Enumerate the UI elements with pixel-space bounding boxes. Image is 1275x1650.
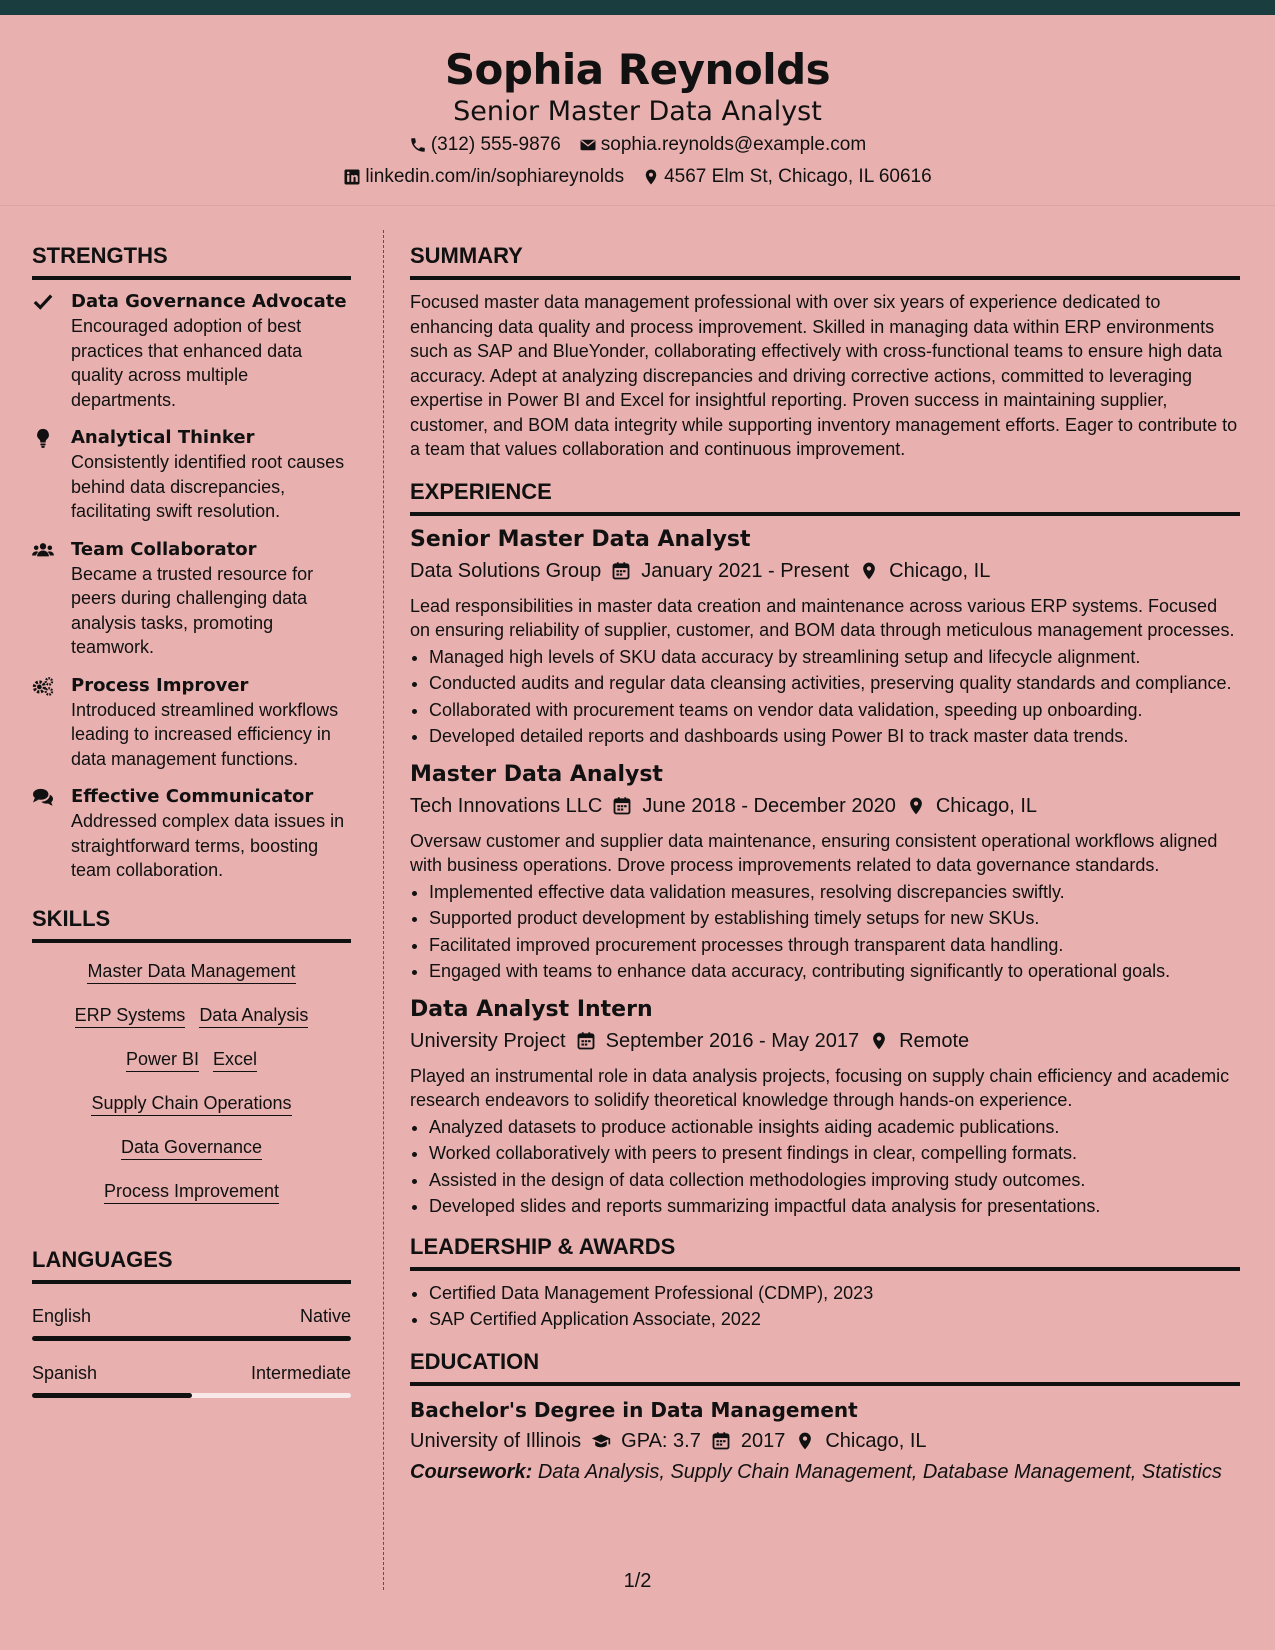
strength-item — [32, 426, 351, 524]
skill-row — [32, 959, 351, 984]
job-bullet: • Developed slides and reports summarizing impactful data analysis for presentations. — [429, 1194, 1240, 1219]
language-item — [32, 1361, 351, 1398]
language-bar — [32, 1393, 351, 1398]
phone-text: (312) 555-9876 — [430, 134, 561, 155]
strength-title: Data Governance Advocate — [71, 291, 347, 312]
skill-tag: Data Analysis — [199, 1003, 308, 1028]
map-marker-icon — [869, 1031, 889, 1051]
linkedin-icon — [343, 168, 361, 186]
skills-heading: SKILLS — [32, 905, 351, 943]
map-marker-icon — [859, 561, 879, 581]
language-bar-fill — [32, 1336, 351, 1341]
experience-list — [410, 526, 1240, 1219]
top-accent-bar — [0, 0, 1275, 15]
job-title: Senior Master Data Analyst — [410, 526, 751, 552]
coursework-label: Coursework: — [410, 1460, 533, 1483]
job-bullet: • Analyzed datasets to produce actionable insights aiding academic publications. — [429, 1115, 1240, 1140]
skill-tag: Power BI — [126, 1047, 199, 1072]
job-bullet: • Assisted in the design of data collection methodologies improving study outcomes. — [429, 1168, 1240, 1193]
job-location: Remote — [899, 1029, 970, 1052]
job-dates: September 2016 - May 2017 — [605, 1029, 860, 1052]
job-title: Master Data Analyst — [410, 761, 663, 787]
job-entry — [410, 526, 1240, 749]
strength-item — [32, 785, 351, 883]
envelope-icon — [579, 136, 597, 154]
calendar-icon — [611, 561, 631, 581]
users-icon — [32, 538, 71, 660]
check-icon — [32, 290, 71, 412]
address-text: 4567 Elm St, Chicago, IL 60616 — [664, 166, 932, 187]
job-bullet: • Managed high levels of SKU data accuracy by streamlining setup and lifecycle alignment. — [429, 645, 1240, 670]
right-column — [410, 242, 1240, 1486]
gpa-text: GPA: 3.7 — [621, 1429, 701, 1452]
strengths-heading: STRENGTHS — [32, 242, 351, 280]
job-bullets — [410, 880, 1240, 984]
job-bullet: • Developed detailed reports and dashboards using Power BI to track master data trends. — [429, 724, 1240, 749]
award-item: • SAP Certified Application Associate, 2022 — [429, 1307, 1240, 1332]
skill-tag: Process Improvement — [104, 1179, 279, 1204]
education-heading: EDUCATION — [410, 1348, 1240, 1386]
job-title: Data Analyst Intern — [410, 996, 653, 1022]
candidate-name: Sophia Reynolds — [444, 45, 831, 94]
language-level: Native — [299, 1305, 351, 1326]
language-name: Spanish — [32, 1362, 98, 1383]
job-description: Lead responsibilities in master data creation and maintenance across various ERP systems. Focused on ensuring reliability of supplier, customer, and BOM data through meticulous management processes. — [410, 595, 1235, 640]
strength-item — [32, 290, 351, 412]
job-meta — [410, 558, 1240, 584]
language-level: Intermediate — [250, 1362, 351, 1383]
company-name: Tech Innovations LLC — [410, 794, 603, 817]
education-meta — [410, 1428, 1240, 1454]
strength-title: Team Collaborator — [71, 538, 257, 560]
job-bullets — [410, 645, 1240, 749]
skill-tag: ERP Systems — [75, 1003, 186, 1028]
graduation-year: 2017 — [740, 1429, 786, 1452]
strength-desc: Addressed complex data issues in straightforward terms, boosting team collaboration. — [71, 811, 345, 880]
email-text: sophia.reynolds@example.com — [600, 134, 867, 155]
graduation-cap-icon — [591, 1431, 611, 1451]
linkedin-text: linkedin.com/in/sophiareynolds — [365, 166, 625, 187]
column-divider — [383, 230, 384, 1590]
resume-header — [0, 15, 1275, 206]
job-dates: January 2021 - Present — [641, 559, 850, 582]
job-bullet: • Engaged with teams to enhance data accuracy, contributing significantly to operational goals. — [429, 959, 1240, 984]
skill-tag: Excel — [213, 1047, 257, 1072]
strength-item — [32, 674, 351, 772]
job-bullet: • Supported product development by establishing timely setups for new SKUs. — [429, 906, 1240, 931]
job-bullet: • Implemented effective data validation measures, resolving discrepancies swiftly. — [429, 880, 1240, 905]
strength-title: Process Improver — [71, 674, 249, 696]
calendar-icon — [711, 1431, 731, 1451]
calendar-icon — [576, 1031, 596, 1051]
skill-row — [32, 1135, 351, 1160]
strength-desc: Encouraged adoption of best practices that enhanced data quality across multiple departments. — [71, 316, 303, 410]
left-column — [32, 242, 351, 1398]
award-item: • Certified Data Management Professional (CDMP), 2023 — [429, 1281, 1240, 1306]
skill-tag: Master Data Management — [87, 959, 295, 984]
job-dates: June 2018 - December 2020 — [642, 794, 896, 817]
cogs-icon — [32, 674, 71, 772]
skill-tag: Data Governance — [121, 1135, 262, 1160]
coursework-text: Data Analysis, Supply Chain Management, Database Management, Statistics — [537, 1460, 1222, 1483]
lightbulb-icon — [32, 426, 71, 524]
strength-item — [32, 538, 351, 660]
map-marker-icon — [906, 796, 926, 816]
summary-text: Focused master data management professional with over six years of experience dedicated to enhancing data quality and process improvement. Skilled in managing data within ERP environments such as SAP and BlueYonder, collaborating effectively with cross-functional teams to ensure high data accuracy. Adept at analyzing discrepancies and driving corrective actions, committed to leveraging expertise in Power BI and Excel for insightful reporting. Proven success in maintaining supplier, customer, and BOM data integrity while supporting inventory management efforts. Eager to contribute to a team that values collaboration and continuous improvement. — [410, 292, 1238, 459]
strength-desc: Introduced streamlined workflows leading to increased efficiency in data management functions. — [71, 699, 339, 769]
job-bullet: • Conducted audits and regular data cleansing activities, preserving quality standards and compliance. — [429, 671, 1240, 696]
coursework — [410, 1458, 1240, 1486]
job-bullet: • Collaborated with procurement teams on vendor data validation, speeding up onboarding. — [429, 698, 1240, 723]
linkedin-contact[interactable] — [343, 161, 624, 193]
language-item — [32, 1304, 351, 1341]
language-name: English — [32, 1305, 92, 1326]
phone-contact — [409, 129, 561, 161]
comments-icon — [32, 785, 71, 883]
awards-list — [410, 1281, 1240, 1332]
job-description: Oversaw customer and supplier data maintenance, ensuring consistent operational workflows aligned with business operations. Drove process improvements related to data governance standards. — [410, 830, 1218, 875]
skill-row — [32, 1003, 351, 1028]
strength-title: Effective Communicator — [71, 786, 314, 807]
skill-tag: Supply Chain Operations — [91, 1091, 291, 1116]
map-marker-icon — [795, 1431, 815, 1451]
job-bullet: • Worked collaboratively with peers to present findings in clear, compelling formats. — [429, 1141, 1240, 1166]
skill-row — [32, 1047, 351, 1072]
map-marker-icon — [642, 168, 660, 186]
job-bullet: • Facilitated improved procurement processes through transparent data handling. — [429, 933, 1240, 958]
languages-heading: LANGUAGES — [32, 1246, 351, 1284]
job-description: Played an instrumental role in data analysis projects, focusing on supply chain efficiency and academic research endeavors to solidify theoretical knowledge through hands-on experience. — [410, 1065, 1230, 1110]
awards-heading: LEADERSHIP & AWARDS — [410, 1233, 1240, 1271]
school-name: University of Illinois — [410, 1429, 582, 1452]
phone-icon — [409, 136, 427, 154]
skills-list — [32, 953, 351, 1204]
education-location: Chicago, IL — [825, 1429, 927, 1452]
language-bar — [32, 1336, 351, 1341]
job-location: Chicago, IL — [889, 559, 991, 582]
skill-row — [32, 1091, 351, 1116]
company-name: Data Solutions Group — [410, 559, 602, 582]
experience-heading: EXPERIENCE — [410, 478, 1240, 516]
job-meta — [410, 793, 1240, 819]
calendar-icon — [612, 796, 632, 816]
contact-row-2 — [0, 161, 1275, 193]
job-bullets — [410, 1115, 1240, 1219]
strength-desc: Consistently identified root causes behind data discrepancies, facilitating swift resolution. — [71, 452, 345, 521]
degree-title: Bachelor's Degree in Data Management — [410, 1397, 858, 1422]
strength-desc: Became a trusted resource for peers during challenging data analysis tasks, promoting teamwork. — [71, 563, 314, 657]
address-contact — [642, 161, 932, 193]
job-meta — [410, 1028, 1240, 1054]
job-entry — [410, 761, 1240, 984]
page-number: 1/2 — [623, 1570, 652, 1592]
job-entry — [410, 996, 1240, 1219]
language-bar-fill — [32, 1393, 192, 1398]
candidate-title: Senior Master Data Analyst — [453, 96, 822, 127]
company-name: University Project — [410, 1029, 566, 1052]
email-contact[interactable] — [579, 129, 866, 161]
job-location: Chicago, IL — [935, 794, 1038, 817]
contact-row-1 — [0, 129, 1275, 161]
strength-title: Analytical Thinker — [71, 427, 255, 448]
summary-heading: SUMMARY — [410, 242, 1240, 280]
skill-row — [32, 1179, 351, 1204]
